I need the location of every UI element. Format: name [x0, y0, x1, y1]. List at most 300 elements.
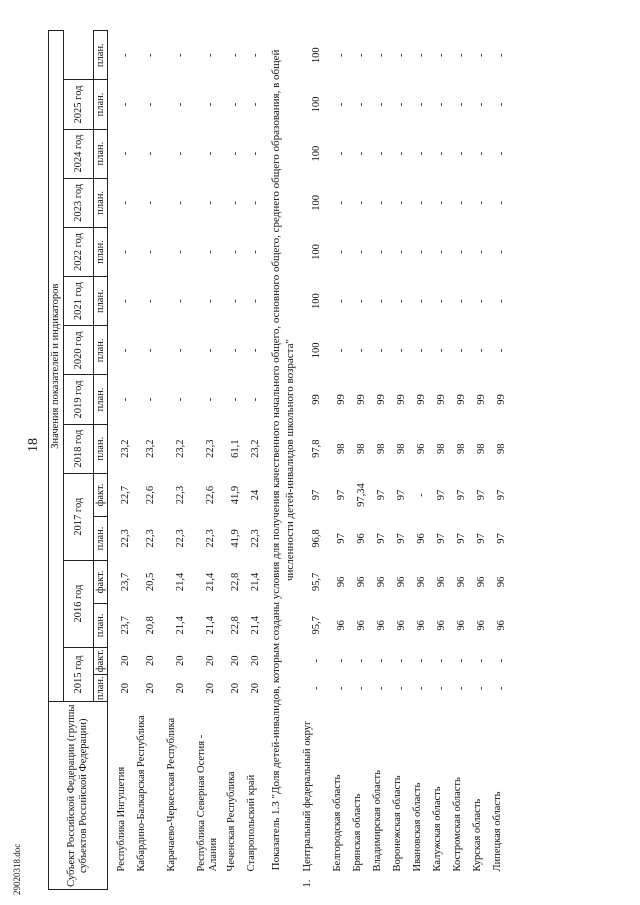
value-cell: 98	[375, 443, 387, 454]
value-cell: 100	[310, 96, 322, 113]
table-row	[116, 31, 136, 890]
value-cell: -	[355, 151, 367, 156]
value-cell: 96	[335, 576, 347, 588]
value-cell: -	[455, 250, 467, 254]
value-cell: 22,8	[230, 572, 242, 592]
value-cell: -	[355, 250, 367, 254]
value-cell: -	[415, 53, 427, 57]
value-cell: 23,2	[145, 439, 157, 458]
value-cell: 96	[435, 620, 447, 631]
value-cell: 97,34	[355, 483, 367, 507]
value-cell: -	[395, 250, 407, 254]
value-cell: -	[120, 102, 132, 107]
value-cell: 20	[230, 655, 242, 667]
value-cell: 22,3	[205, 439, 217, 458]
value-cell: 21,4	[205, 572, 217, 592]
value-cell: 21,4	[175, 572, 187, 592]
value-cell: -	[120, 299, 132, 303]
value-cell: -	[120, 201, 132, 205]
table-row	[332, 31, 352, 890]
value-cell: -	[230, 397, 242, 402]
value-cell: -	[120, 348, 132, 353]
value-cell: -	[375, 201, 387, 205]
table-row	[412, 31, 432, 890]
value-cell: -	[455, 686, 467, 690]
year-header: 2015 год	[64, 647, 94, 702]
year-header: 2024 год	[64, 129, 94, 178]
value-cell: -	[415, 250, 427, 254]
value-cell: 20	[250, 655, 262, 667]
value-cell: -	[415, 348, 427, 353]
value-cell: -	[435, 659, 447, 663]
value-cell: -	[435, 348, 447, 353]
plan-header: план.	[94, 326, 108, 375]
fact-header: факт.	[94, 560, 108, 603]
value-cell: 41,9	[230, 529, 242, 548]
row-number	[136, 874, 166, 890]
value-cell: -	[475, 250, 487, 254]
subject-name: Ивановская область	[411, 782, 423, 872]
subject-name: Кабардино-Балкарская Республика	[136, 715, 147, 872]
value-cell: 97	[335, 489, 347, 501]
value-cell: 99	[355, 394, 367, 405]
subject-name: Воронежская область	[391, 775, 403, 872]
value-cell: -	[495, 151, 507, 156]
table-row	[452, 31, 472, 890]
value-cell: 96	[415, 533, 427, 544]
value-cell: -	[395, 686, 407, 690]
value-cell: -	[175, 201, 187, 205]
value-cell: -	[475, 299, 487, 303]
subject-name: Владимирская область	[371, 770, 383, 872]
value-cell: -	[355, 348, 367, 353]
value-cell: -	[145, 102, 157, 107]
value-cell: 96	[455, 576, 467, 588]
table-row	[166, 31, 196, 890]
table-row	[472, 31, 492, 890]
value-cell: 97	[475, 489, 487, 501]
value-cell: 21,4	[175, 616, 187, 635]
value-cell: -	[175, 53, 187, 57]
value-cell: -	[455, 201, 467, 205]
value-cell: 22,3	[120, 529, 132, 548]
value-cell: -	[120, 151, 132, 156]
value-cell: -	[230, 53, 242, 57]
value-cell: 21,4	[205, 616, 217, 635]
value-cell: -	[230, 151, 242, 156]
value-cell: -	[120, 397, 132, 402]
value-cell: -	[230, 201, 242, 205]
value-cell: -	[435, 53, 447, 57]
value-cell: -	[335, 348, 347, 353]
value-cell: -	[145, 201, 157, 205]
value-cell: 99	[310, 394, 322, 405]
value-cell: 96	[355, 533, 367, 544]
value-cell: 24	[250, 489, 262, 501]
value-cell: 20	[145, 682, 157, 694]
value-cell: -	[415, 493, 427, 497]
table-row	[492, 31, 512, 890]
value-cell: 20	[205, 655, 217, 667]
value-cell: 98	[455, 443, 467, 454]
fact-header: факт.	[94, 647, 108, 674]
value-cell: 98	[475, 443, 487, 454]
value-cell: -	[335, 53, 347, 57]
plan-header: план.	[94, 375, 108, 424]
value-cell: 96	[415, 620, 427, 631]
plan-header: план.	[94, 604, 108, 647]
value-cell: -	[175, 151, 187, 156]
value-cell: -	[335, 151, 347, 156]
row-number	[116, 874, 136, 890]
value-cell: 97	[475, 533, 487, 544]
subject-name: Липецкая область	[491, 791, 503, 872]
value-cell: 96	[415, 576, 427, 588]
value-cell: 96	[375, 576, 387, 588]
value-cell: -	[435, 250, 447, 254]
value-cell: 95,7	[310, 572, 322, 592]
value-cell: 100	[310, 244, 322, 260]
value-cell: -	[205, 348, 217, 353]
value-cell: -	[230, 102, 242, 107]
value-cell: 99	[335, 394, 347, 405]
subject-name: Центральный федеральный округ	[301, 720, 313, 872]
value-cell: -	[145, 348, 157, 353]
value-cell: -	[415, 659, 427, 663]
value-cell: -	[205, 53, 217, 57]
value-cell: -	[205, 102, 217, 107]
table-row	[432, 31, 452, 890]
value-cell: 100	[310, 47, 322, 64]
value-cell: 96	[395, 576, 407, 588]
value-cell: 99	[475, 394, 487, 405]
value-cell: -	[415, 151, 427, 156]
value-cell: 96	[455, 620, 467, 631]
fact-header: факт.	[94, 473, 108, 516]
value-cell: 97	[395, 533, 407, 544]
value-cell: -	[415, 299, 427, 303]
value-cell: 96	[415, 443, 427, 454]
value-cell: -	[495, 53, 507, 57]
value-cell: -	[495, 102, 507, 107]
subject-name: Карачаево-Черкесская Республика	[166, 717, 177, 872]
value-cell: 21,4	[250, 572, 262, 592]
value-cell: 20	[175, 682, 187, 694]
value-cell: -	[335, 201, 347, 205]
value-cell: 97	[495, 489, 507, 501]
value-cell: -	[175, 250, 187, 254]
value-cell: 22,3	[175, 529, 187, 548]
value-cell: 22,3	[250, 529, 262, 548]
value-cell: 97	[455, 489, 467, 501]
value-cell: -	[205, 151, 217, 156]
value-cell: 100	[310, 145, 322, 162]
row-number	[372, 874, 392, 890]
value-cell: -	[435, 151, 447, 156]
value-cell: -	[495, 250, 507, 254]
value-cell: 20	[250, 682, 262, 694]
value-cell: -	[175, 102, 187, 107]
value-cell: 99	[375, 394, 387, 405]
value-cell: -	[230, 348, 242, 353]
value-cell: -	[230, 250, 242, 254]
value-cell: 21,4	[250, 616, 262, 635]
value-cell: -	[455, 299, 467, 303]
value-cell: 100	[310, 194, 322, 211]
table-row	[226, 31, 246, 890]
value-cell: -	[375, 102, 387, 107]
table-body	[108, 31, 512, 890]
value-cell: -	[455, 102, 467, 107]
value-cell: -	[475, 348, 487, 353]
value-cell: -	[495, 201, 507, 205]
value-cell: 20	[145, 655, 157, 667]
value-cell: 96	[495, 576, 507, 588]
value-cell: -	[335, 102, 347, 107]
value-cell: 41,9	[230, 485, 242, 505]
value-cell: -	[455, 53, 467, 57]
value-cell: -	[250, 102, 262, 107]
value-cell: -	[415, 201, 427, 205]
value-cell: 23,2	[250, 439, 262, 458]
value-cell: 23,2	[175, 439, 187, 458]
value-cell: -	[250, 151, 262, 156]
value-cell: -	[355, 659, 367, 663]
value-cell: -	[495, 348, 507, 353]
value-cell: -	[415, 102, 427, 107]
row-number	[352, 874, 372, 890]
value-cell: 96	[475, 576, 487, 588]
value-cell: 22,3	[205, 529, 217, 548]
value-cell: 20,5	[145, 572, 157, 592]
value-cell: 97	[335, 533, 347, 544]
table-row	[136, 31, 166, 890]
value-cell: -	[310, 659, 322, 663]
value-cell: -	[415, 686, 427, 690]
value-cell: 97,8	[310, 439, 322, 458]
subject-column-header: Субъект Российской Федерации (группы субъектов Российской Федерации)	[49, 702, 108, 890]
value-cell: 23,2	[120, 439, 132, 458]
row-number	[332, 874, 352, 890]
value-cell: -	[395, 151, 407, 156]
value-cell: -	[475, 102, 487, 107]
table-header	[49, 31, 108, 890]
row-number	[492, 874, 512, 890]
value-cell: -	[205, 299, 217, 303]
row-number	[246, 874, 266, 890]
rotated-table-container	[48, 30, 613, 890]
value-cell: -	[375, 299, 387, 303]
value-cell: -	[145, 299, 157, 303]
value-cell: -	[205, 250, 217, 254]
value-cell: 22,3	[175, 485, 187, 505]
value-cell: -	[395, 348, 407, 353]
value-cell: 99	[455, 394, 467, 405]
value-cell: -	[355, 53, 367, 57]
plan-header: план.	[94, 227, 108, 276]
value-cell: 20	[205, 682, 217, 694]
value-cell: -	[355, 102, 367, 107]
value-cell: -	[435, 102, 447, 107]
value-cell: -	[175, 348, 187, 353]
value-cell: 99	[495, 394, 507, 405]
year-header: 2018 год	[64, 424, 94, 473]
value-cell: -	[230, 299, 242, 303]
value-cell: -	[120, 53, 132, 57]
table-row	[392, 31, 412, 890]
value-cell: 97	[435, 533, 447, 544]
value-cell: 100	[310, 342, 322, 359]
subject-name: Калужская область	[431, 786, 443, 872]
value-cell: 96,8	[310, 529, 322, 548]
value-cell: -	[145, 397, 157, 402]
subject-name: Брянская область	[351, 793, 363, 872]
value-cell: -	[395, 659, 407, 663]
value-cell: 22,7	[120, 485, 132, 505]
value-cell: 96	[355, 576, 367, 588]
year-header: 2022 год	[64, 227, 94, 276]
row-number	[226, 874, 246, 890]
value-cell: 96	[435, 576, 447, 588]
value-cell: -	[335, 250, 347, 254]
plan-header: план.	[94, 517, 108, 560]
year-header: 2019 год	[64, 375, 94, 424]
value-cell: -	[435, 686, 447, 690]
row-number	[432, 874, 452, 890]
value-cell: -	[475, 201, 487, 205]
value-cell: 95,7	[310, 616, 322, 635]
value-cell: -	[175, 397, 187, 402]
table-row	[372, 31, 392, 890]
value-cell: 96	[355, 620, 367, 631]
value-cell: -	[250, 397, 262, 402]
value-cell: 99	[435, 394, 447, 405]
value-cell: -	[435, 299, 447, 303]
plan-header: план.	[94, 80, 108, 129]
value-cell: 23,7	[120, 616, 132, 635]
value-cell: -	[455, 151, 467, 156]
value-cell: -	[395, 53, 407, 57]
plan-header: план.	[94, 31, 108, 80]
value-cell: 98	[355, 443, 367, 454]
value-cell: -	[435, 201, 447, 205]
value-cell: 96	[335, 620, 347, 631]
subject-name: Белгородская область	[331, 774, 343, 872]
value-cell: -	[395, 102, 407, 107]
subject-name: Костромская область	[451, 777, 463, 872]
value-cell: -	[205, 201, 217, 205]
value-cell: 98	[435, 443, 447, 454]
plan-header: план.	[94, 129, 108, 178]
subject-name: Курская область	[471, 798, 483, 872]
table-row	[302, 31, 332, 890]
value-cell: 100	[310, 293, 322, 310]
table-row	[246, 31, 266, 890]
value-cell: 20	[120, 682, 132, 694]
value-cell: 98	[495, 443, 507, 454]
row-number	[196, 874, 226, 890]
plan-header: план.	[94, 676, 106, 701]
value-cell: -	[355, 686, 367, 690]
value-cell: -	[250, 250, 262, 254]
value-cell: -	[475, 686, 487, 690]
row-number	[452, 874, 472, 890]
value-cell: 97	[435, 489, 447, 501]
value-cell: -	[495, 299, 507, 303]
year-header: 2020 год	[64, 326, 94, 375]
value-cell: 20	[175, 655, 187, 667]
value-cell: -	[455, 659, 467, 663]
value-cell: 22,3	[145, 529, 157, 548]
value-cell: 99	[415, 394, 427, 405]
value-cell: 96	[375, 620, 387, 631]
year-header: 2021 год	[64, 277, 94, 326]
value-cell: 99	[395, 394, 407, 405]
value-cell: 97	[375, 533, 387, 544]
value-cell: -	[145, 151, 157, 156]
value-cell: 97	[455, 533, 467, 544]
value-cell: 97	[395, 489, 407, 501]
value-cell: -	[250, 348, 262, 353]
value-cell: 96	[395, 620, 407, 631]
year-header: 2016 год	[64, 560, 94, 647]
value-cell: 20,8	[145, 616, 157, 635]
value-cell: -	[475, 53, 487, 57]
value-cell: -	[375, 659, 387, 663]
value-cell: -	[375, 151, 387, 156]
row-number	[166, 874, 196, 890]
subject-name: Республика Ингушетия	[116, 766, 127, 872]
value-cell: -	[495, 686, 507, 690]
value-cell: -	[375, 53, 387, 57]
value-cell: 20	[230, 682, 242, 694]
row-number	[472, 874, 492, 890]
value-cell: -	[375, 250, 387, 254]
value-cell: 23,7	[120, 572, 132, 592]
value-cell: -	[375, 348, 387, 353]
value-cell: 96	[475, 620, 487, 631]
value-cell: 20	[120, 655, 132, 667]
value-cell: -	[175, 299, 187, 303]
value-cell: -	[250, 299, 262, 303]
value-cell: -	[335, 299, 347, 303]
value-cell: 22,6	[145, 485, 157, 505]
value-cell: -	[120, 250, 132, 254]
plan-header: план.	[94, 277, 108, 326]
value-cell: 61,1	[230, 439, 242, 458]
value-cell: 98	[335, 443, 347, 454]
value-cell: 96	[495, 620, 507, 631]
value-cell: 98	[395, 443, 407, 454]
year-header: 2017 год	[64, 473, 94, 560]
value-cell: -	[335, 659, 347, 663]
value-cell: -	[310, 686, 322, 690]
value-cell: -	[395, 201, 407, 205]
value-cell: -	[250, 201, 262, 205]
row-number	[412, 874, 432, 890]
subject-name: Ставропольский край	[246, 774, 257, 872]
plan-header: план.	[94, 424, 108, 473]
page-number: 18	[26, 438, 41, 452]
value-cell: -	[355, 299, 367, 303]
value-cell: 97	[310, 489, 322, 501]
plan-header: план.	[94, 178, 108, 227]
row-number	[392, 874, 412, 890]
year-header: 2025 год	[64, 80, 94, 129]
value-cell: -	[205, 397, 217, 402]
footer-doc-id: 29020318.doc	[12, 843, 22, 895]
value-cell: -	[495, 659, 507, 663]
